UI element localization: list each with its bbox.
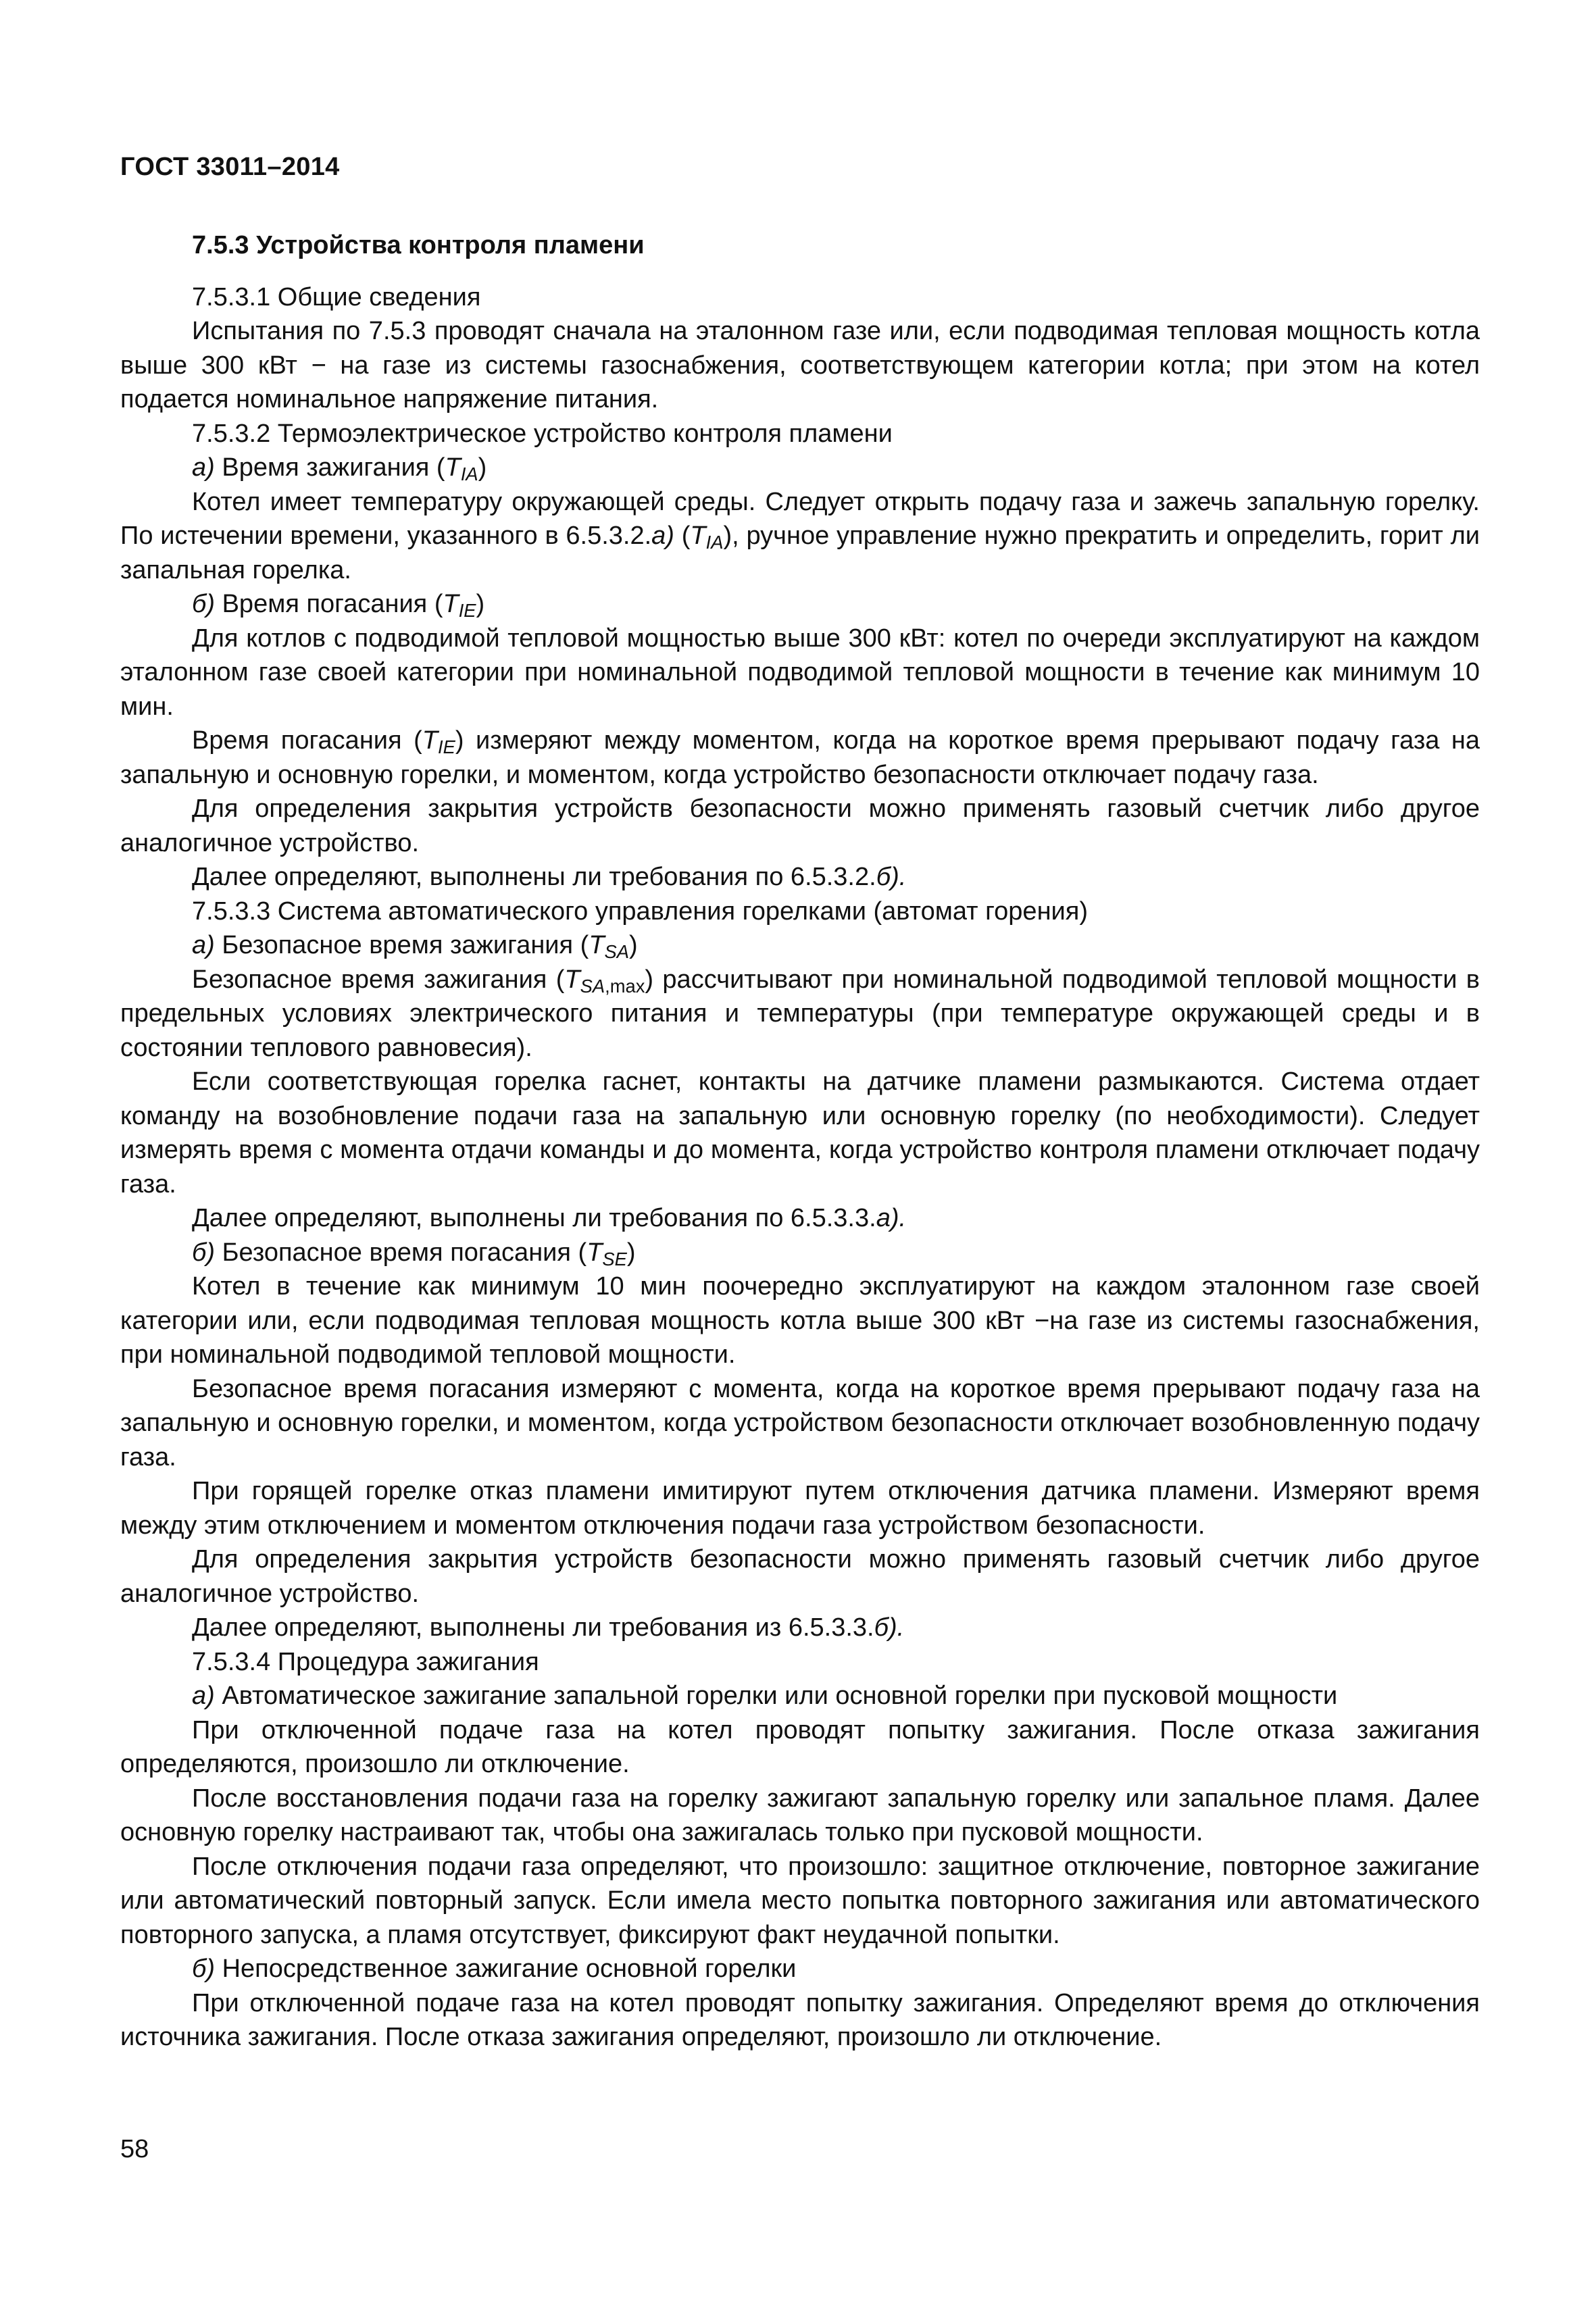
paragraph-requirements-6-5-3-2-b: Далее определяют, выполнены ли требования по 6.5.3.2.б). — [192, 863, 907, 891]
paragraph-7-5-3-4-heading: 7.5.3.4 Процедура зажигания — [192, 1647, 539, 1676]
paragraph-ignition-procedure: Котел имеет температуру окружающей среды. Следует открыть подачу газа и зажечь запальную горелку. По истечении времени, указанного в 6.5.3.2.а) $(T_{IA})$, ручное управление нужно прекратить и определить, горит ли запальная горелка. — [120, 487, 1480, 584]
paragraph-boiler-10-min: Котел в течение как минимум 10 мин поочередно эксплуатируют на каждом эталонном газе своей категории или, если подводимая тепловая мощность котла выше 300 кВт −на газе из системы газоснабжения, при номинальной подводимой тепловой мощности. — [120, 1272, 1480, 1369]
document-body — [120, 228, 1480, 2055]
paragraph-extinction-time-heading: б) Время погасания $(T_{IE})$ — [192, 590, 485, 621]
paragraph-gas-restore: После восстановления подачи газа на горелку зажигают запальную горелку или запальное пламя. Далее основную горелку настраивают так, чтобы она зажигалась только при пусковой мощности. — [120, 1784, 1480, 1846]
paragraph-boiler-operation: Для котлов с подводимой тепловой мощностью выше 300 кВт: котел по очереди эксплуатируют на каждом эталонном газе своей категории при номинальной подводимой тепловой мощности в течение как минимум 10 мин. — [120, 624, 1480, 721]
paragraph-safe-extinction-measure: Безопасное время погасания измеряют с момента, когда на короткое время прерывают подачу газа на запальную и основную горелки, и моментом, когда устройством безопасности отключает возобновленную подачу газа. — [120, 1374, 1480, 1472]
paragraph-general-info: Испытания по 7.5.3 проводят сначала на эталонном газе или, если подводимая тепловая мощность котла выше 300 кВт − на газе из системы газоснабжения, соответствующем категории котла; при этом на котел подается номинальное напряжение питания. — [120, 317, 1480, 413]
paragraph-safe-extinction-heading: б) Безопасное время погасания $(T_{SE})$ — [192, 1238, 636, 1269]
page-number: 58 — [120, 2135, 149, 2163]
paragraph-gas-meter-2: Для определения закрытия устройств безопасности можно применять газовый счетчик либо другое аналогичное устройство. — [120, 1545, 1480, 1608]
paragraph-safe-ignition-heading: а) Безопасное время зажигания $(T_{SA})$ — [192, 931, 638, 962]
paragraph-7-5-3-2-heading: 7.5.3.2 Термоэлектрическое устройство контроля пламени — [192, 419, 893, 448]
paragraph-ignition-time-heading: а) Время зажигания $(T_{IA})$ — [192, 453, 487, 484]
paragraph-7-5-3-1-heading: 7.5.3.1 Общие сведения — [192, 282, 481, 311]
paragraph-direct-ignition-heading: б) Непосредственное зажигание основной горелки — [192, 1955, 797, 1983]
paragraph-requirements-6-5-3-3-b: Далее определяют, выполнены ли требования из 6.5.3.3.б). — [192, 1613, 905, 1642]
document-code-header: ГОСТ 33011–2014 — [120, 153, 340, 181]
paragraph-ignition-attempt-1: При отключенной подаче газа на котел проводят попытку зажигания. После отказа зажигания определяются, произошло ли отключение. — [120, 1715, 1480, 1778]
paragraph-requirements-6-5-3-3-a: Далее определяют, выполнены ли требования по 6.5.3.3.а). — [192, 1204, 907, 1232]
paragraph-ignition-attempt-2: При отключенной подаче газа на котел проводят попытку зажигания. Определяют время до отключения источника зажигания. После отказа зажигания определяют, произошло ли отключение. — [120, 1988, 1480, 2051]
paragraph-extinction-measure: Время погасания $(T_{IE})$ измеряют между моментом, когда на короткое время прерывают подачу газа на запальную и основную горелки, и моментом, когда устройство безопасности отключает подачу газа. — [120, 726, 1480, 789]
paragraph-7-5-3-3-heading: 7.5.3.3 Система автоматического управления горелками (автомат горения) — [192, 897, 1089, 926]
paragraph-gas-shutoff: После отключения подачи газа определяют, что произошло: защитное отключение, повторное зажигание или автоматический повторный запуск. Если имела место попытка повторного зажигания или автоматического повторного запуска, а пламя отсутствует, фиксируют факт неудачной попытки. — [120, 1852, 1480, 1949]
paragraph-auto-ignition-heading: а) Автоматическое зажигание запальной горелки или основной горелки при пусковой мощности — [192, 1682, 1338, 1710]
section-title: 7.5.3 Устройства контроля пламени — [192, 231, 645, 259]
paragraph-gas-meter-1: Для определения закрытия устройств безопасности можно применять газовый счетчик либо другое аналогичное устройство. — [120, 795, 1480, 857]
paragraph-flame-failure: При горящей горелке отказ пламени имитируют путем отключения датчика пламени. Измеряют время между этим отключением и моментом отключения подачи газа устройством безопасности. — [120, 1477, 1480, 1540]
paragraph-flame-sensor: Если соответствующая горелка гаснет, контакты на датчике пламени размыкаются. Система отдает команду на возобновление подачи газа на запальную или основную горелку (по необходимости). Следует измерять время с момента отдачи команды и до момента, когда устройство контроля пламени отключает подачу газа. — [120, 1067, 1480, 1199]
paragraph-safe-ignition-calc: Безопасное время зажигания $(T_{SA,max})$ рассчитывают при номинальной подводимой тепловой мощности в предельных условиях электрического питания и температуры (при температуре окружающей среды и в состоянии теплового равновесия). — [120, 965, 1480, 1062]
